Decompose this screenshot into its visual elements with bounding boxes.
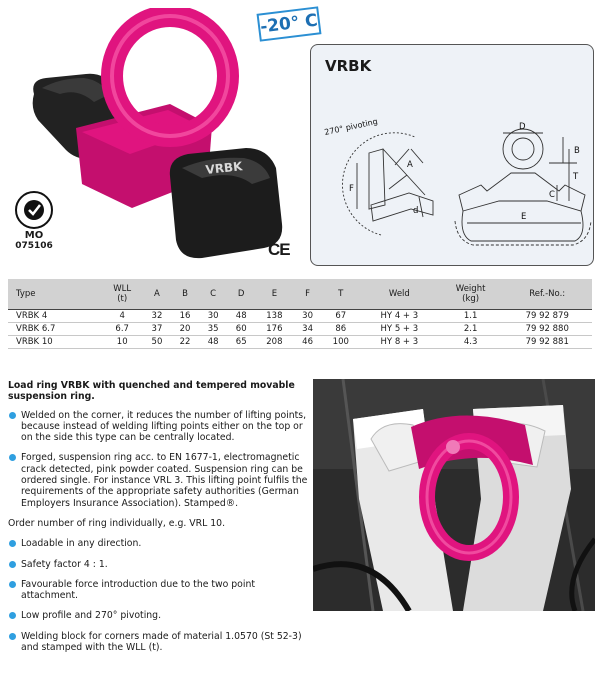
table-cell-f: 30 xyxy=(294,309,322,322)
table-cell-weight: 1.1 xyxy=(439,309,503,322)
column-header-weld: Weld xyxy=(388,288,410,299)
bullet-icon xyxy=(9,561,16,568)
column-header-d: D xyxy=(237,288,245,299)
table-cell-wll: 4 xyxy=(101,309,142,322)
ce-mark: CE xyxy=(268,240,290,259)
column-header-ref-no: Ref.-No.: xyxy=(529,288,566,299)
table-cell-a: 50 xyxy=(143,335,171,348)
table-cell-ref-no: 79 92 879 xyxy=(502,309,592,322)
table-header-row xyxy=(8,279,592,309)
order-note: Order number of ring individually, e.g. VRL 10. xyxy=(8,517,226,529)
table-cell-e: 138 xyxy=(255,309,293,322)
bullet-icon xyxy=(9,633,16,640)
column-header-wll: WLL (t) xyxy=(113,283,132,304)
table-cell-d: 65 xyxy=(227,335,255,348)
table-cell-b: 22 xyxy=(171,335,199,348)
certification-seal-icon xyxy=(14,190,54,230)
feature-item: Favourable force introduction due to the two point attachment. xyxy=(8,579,308,602)
certification-number: 075106 xyxy=(15,241,53,251)
table-cell-weight: 4.3 xyxy=(439,335,503,348)
table-cell-b: 20 xyxy=(171,322,199,335)
table-row xyxy=(8,322,592,335)
table-cell-weld: HY 5 + 3 xyxy=(360,322,439,335)
table-row xyxy=(8,309,592,322)
table-cell-type: VRBK 4 xyxy=(8,309,101,322)
table-cell-e: 176 xyxy=(255,322,293,335)
column-header-f: F xyxy=(305,288,311,299)
table-row xyxy=(8,335,592,348)
description-intro: Load ring VRBK with quenched and tempered movable suspension ring. xyxy=(8,380,295,403)
table-cell-b: 16 xyxy=(171,309,199,322)
bullet-icon xyxy=(9,581,16,588)
dim-label-a: A xyxy=(407,160,413,170)
feature-item: Safety factor 4 : 1. xyxy=(8,559,308,570)
certification-mark xyxy=(4,190,64,252)
dim-label-t: T xyxy=(573,172,579,182)
dim-label-b: B xyxy=(574,146,580,156)
certification-code: MO xyxy=(24,230,44,241)
column-header-c: C xyxy=(210,288,217,299)
column-header-type: Type xyxy=(16,288,36,299)
bullet-icon xyxy=(9,540,16,547)
table-cell-a: 32 xyxy=(143,309,171,322)
technical-drawing-panel xyxy=(310,44,594,266)
table-cell-t: 100 xyxy=(322,335,360,348)
temperature-badge: -20° C xyxy=(257,6,322,41)
feature-item: Welding block for corners made of material 1.0570 (St 52-3) and stamped with the WLL (t). xyxy=(8,631,308,654)
pivot-label: 270° pivoting xyxy=(323,116,379,137)
table-cell-c: 35 xyxy=(199,322,227,335)
table-cell-d: 60 xyxy=(227,322,255,335)
table-cell-wll: 10 xyxy=(101,335,142,348)
feature-item: Welded on the corner, it reduces the number of lifting points, because instead of welding lifting points either on the top or on the side this type can be centrally located. xyxy=(8,410,308,444)
table-cell-f: 34 xyxy=(294,322,322,335)
table-cell-ref-no: 79 92 880 xyxy=(502,322,592,335)
feature-item: Loadable in any direction. xyxy=(8,538,308,549)
bullet-icon xyxy=(9,454,16,461)
table-cell-wll: 6.7 xyxy=(101,322,142,335)
table-cell-weight: 2.1 xyxy=(439,322,503,335)
column-header-e: E xyxy=(271,288,278,299)
table-cell-t: 67 xyxy=(322,309,360,322)
dim-label-f: F xyxy=(349,184,354,194)
table-cell-a: 37 xyxy=(143,322,171,335)
feature-item: Forged, suspension ring acc. to EN 1677-1, electromagnetic crack detected, pink powder coated. Suspension ring can be ordered single. For instance VRL 3. This lifting point fulfils the requirements of the appropriate safety authorities (German Employers Insurance Association). Stamped®. xyxy=(8,452,308,508)
table-cell-t: 86 xyxy=(322,322,360,335)
column-header-a: A xyxy=(154,288,160,299)
product-photo xyxy=(313,379,595,611)
specification-table xyxy=(8,279,592,349)
table-cell-weld: HY 8 + 3 xyxy=(360,335,439,348)
product-description xyxy=(8,380,308,662)
table-cell-type: VRBK 10 xyxy=(8,335,101,348)
bullet-icon xyxy=(9,612,16,619)
column-header-b: B xyxy=(182,288,188,299)
dimension-drawing xyxy=(311,45,595,267)
dim-label-d: D xyxy=(519,122,526,132)
drawing-title: VRBK xyxy=(325,57,372,75)
bullet-icon xyxy=(9,412,16,419)
table-cell-type: VRBK 6.7 xyxy=(8,322,101,335)
table-cell-c: 48 xyxy=(199,335,227,348)
table-cell-weld: HY 4 + 3 xyxy=(360,309,439,322)
table-cell-ref-no: 79 92 881 xyxy=(502,335,592,348)
column-header-weight: Weight (kg) xyxy=(455,283,486,304)
table-cell-d: 48 xyxy=(227,309,255,322)
feature-item: Low profile and 270° pivoting. xyxy=(8,610,308,621)
dim-label-d-small: d xyxy=(413,206,419,216)
embossed-vrbk-label: VRBK xyxy=(204,159,244,177)
dim-label-e: E xyxy=(521,212,527,222)
table-cell-f: 46 xyxy=(294,335,322,348)
table-body xyxy=(8,309,592,348)
table-cell-c: 30 xyxy=(199,309,227,322)
table-cell-e: 208 xyxy=(255,335,293,348)
column-header-t: T xyxy=(338,288,344,299)
dim-label-c: C xyxy=(549,190,555,200)
